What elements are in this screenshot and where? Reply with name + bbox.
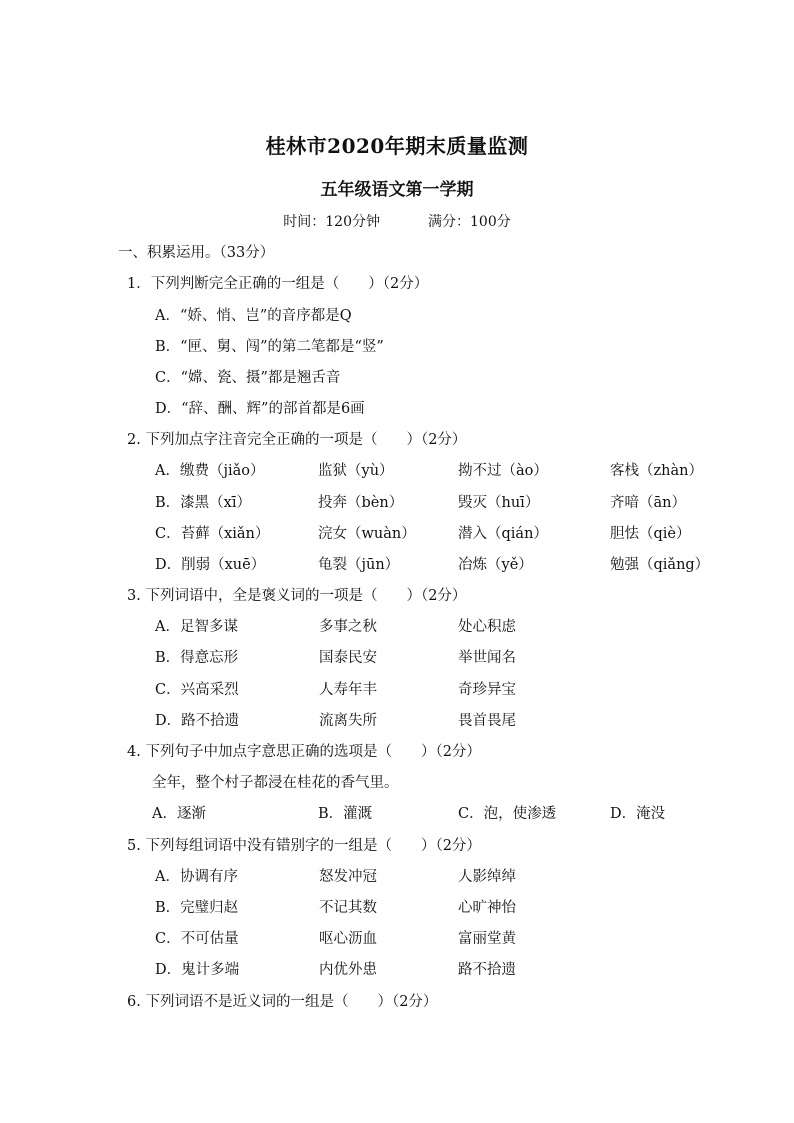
option-row (0, 617, 794, 637)
option-cell: A．缴费（jiǎo） (155, 463, 265, 479)
option-cell: 呕心沥血 (319, 931, 377, 947)
option-cell: 冶炼（yě） (458, 557, 533, 573)
option-cell: 勉强（qiǎng） (610, 557, 710, 573)
question-stem: 2. 下列加点字注音完全正确的一项是（ ）（2分） (127, 432, 467, 448)
option-cell: 胆怯（qiè） (610, 526, 691, 542)
option-cell: C．苔藓（xiǎn） (155, 526, 270, 542)
option-cell: A．协调有序 (155, 869, 238, 885)
question-option: B．“匣、舅、闯”的第二笔都是“竖” (155, 339, 384, 355)
question-stem: 3. 下列词语中，全是褒义词的一项是（ ）（2分） (127, 588, 467, 604)
option-row (0, 804, 794, 824)
option-cell: 内优外患 (319, 962, 377, 978)
option-row (0, 555, 794, 575)
option-cell: 潜入（qián） (458, 526, 548, 542)
question-stem: 5. 下列每组词语中没有错别字的一组是（ ）（2分） (127, 838, 481, 854)
option-cell: A．逐渐 (152, 806, 206, 822)
option-cell: 投奔（bèn） (318, 495, 404, 511)
option-cell: C．兴高采烈 (155, 682, 239, 698)
option-cell: D．路不拾遗 (155, 713, 240, 729)
option-cell: 怒发冲冠 (319, 869, 377, 885)
exam-meta (0, 211, 794, 231)
option-row (0, 929, 794, 949)
option-cell: B．漆黑（xī） (155, 495, 251, 511)
option-cell: 客栈（zhàn） (610, 463, 703, 479)
question-stem: 6. 下列词语不是近义词的一组是（ ）（2分） (127, 994, 438, 1010)
option-cell: 齐喑（ān） (610, 495, 686, 511)
question-stem: 4. 下列句子中加点字意思正确的选项是（ ）（2分） (127, 744, 481, 760)
option-cell: D．削弱（xuē） (155, 557, 266, 573)
question-option: C．“嫦、瓷、摄”都是翘舌音 (155, 370, 341, 386)
option-cell: B．完璧归赵 (155, 900, 239, 916)
option-cell: 心旷神怡 (458, 900, 516, 916)
option-row (0, 680, 794, 700)
option-cell: 拗不过（ào） (458, 463, 548, 479)
option-cell: 龟裂（jūn） (318, 557, 400, 573)
question-option: D．“辞、酬、辉”的部首都是6画 (155, 401, 365, 417)
time-label: 时间：120分钟 (283, 214, 380, 230)
option-cell: 处心积虑 (458, 619, 516, 635)
option-row (0, 898, 794, 918)
option-cell: 多事之秋 (319, 619, 377, 635)
option-cell: 路不拾遗 (458, 962, 516, 978)
option-cell: A．足智多谋 (155, 619, 238, 635)
page-title: 桂林市2020年期末质量监测 (265, 134, 529, 158)
option-cell: C．泡，使渗透 (458, 806, 557, 822)
option-row (0, 867, 794, 887)
option-cell: C．不可估量 (155, 931, 239, 947)
question-option: A．“娇、悄、岂”的音序都是Q (155, 308, 352, 324)
option-cell: 不记其数 (319, 900, 377, 916)
option-cell: 人寿年丰 (319, 682, 377, 698)
option-cell: 流离失所 (319, 713, 377, 729)
option-cell: 奇珍异宝 (458, 682, 516, 698)
option-cell: 举世闻名 (458, 650, 516, 666)
option-cell: 富丽堂黄 (458, 931, 516, 947)
option-row (0, 493, 794, 513)
option-cell: D．淹没 (610, 806, 666, 822)
score-label: 满分：100分 (428, 214, 511, 230)
option-row (0, 711, 794, 731)
option-row (0, 648, 794, 668)
question-stem: 1．下列判断完全正确的一组是（ ）（2分） (127, 276, 429, 292)
option-row (0, 461, 794, 481)
option-cell: B．得意忘形 (155, 650, 239, 666)
question-sentence: 全年，整个村子都浸在桂花的香气里。 (152, 775, 399, 791)
option-cell: 监狱（yù） (318, 463, 394, 479)
option-cell: 畏首畏尾 (458, 713, 516, 729)
option-cell: B．灌溉 (318, 806, 373, 822)
option-cell: D．鬼计多端 (155, 962, 240, 978)
option-row (0, 524, 794, 544)
option-cell: 毁灭（huī） (458, 495, 540, 511)
option-cell: 人影绰绰 (458, 869, 516, 885)
section-heading: 一、积累运用。（33分） (118, 245, 275, 261)
option-row (0, 960, 794, 980)
option-cell: 浣女（wuàn） (318, 526, 416, 542)
page-subtitle: 五年级语文第一学期 (320, 180, 474, 200)
option-cell: 国泰民安 (319, 650, 377, 666)
